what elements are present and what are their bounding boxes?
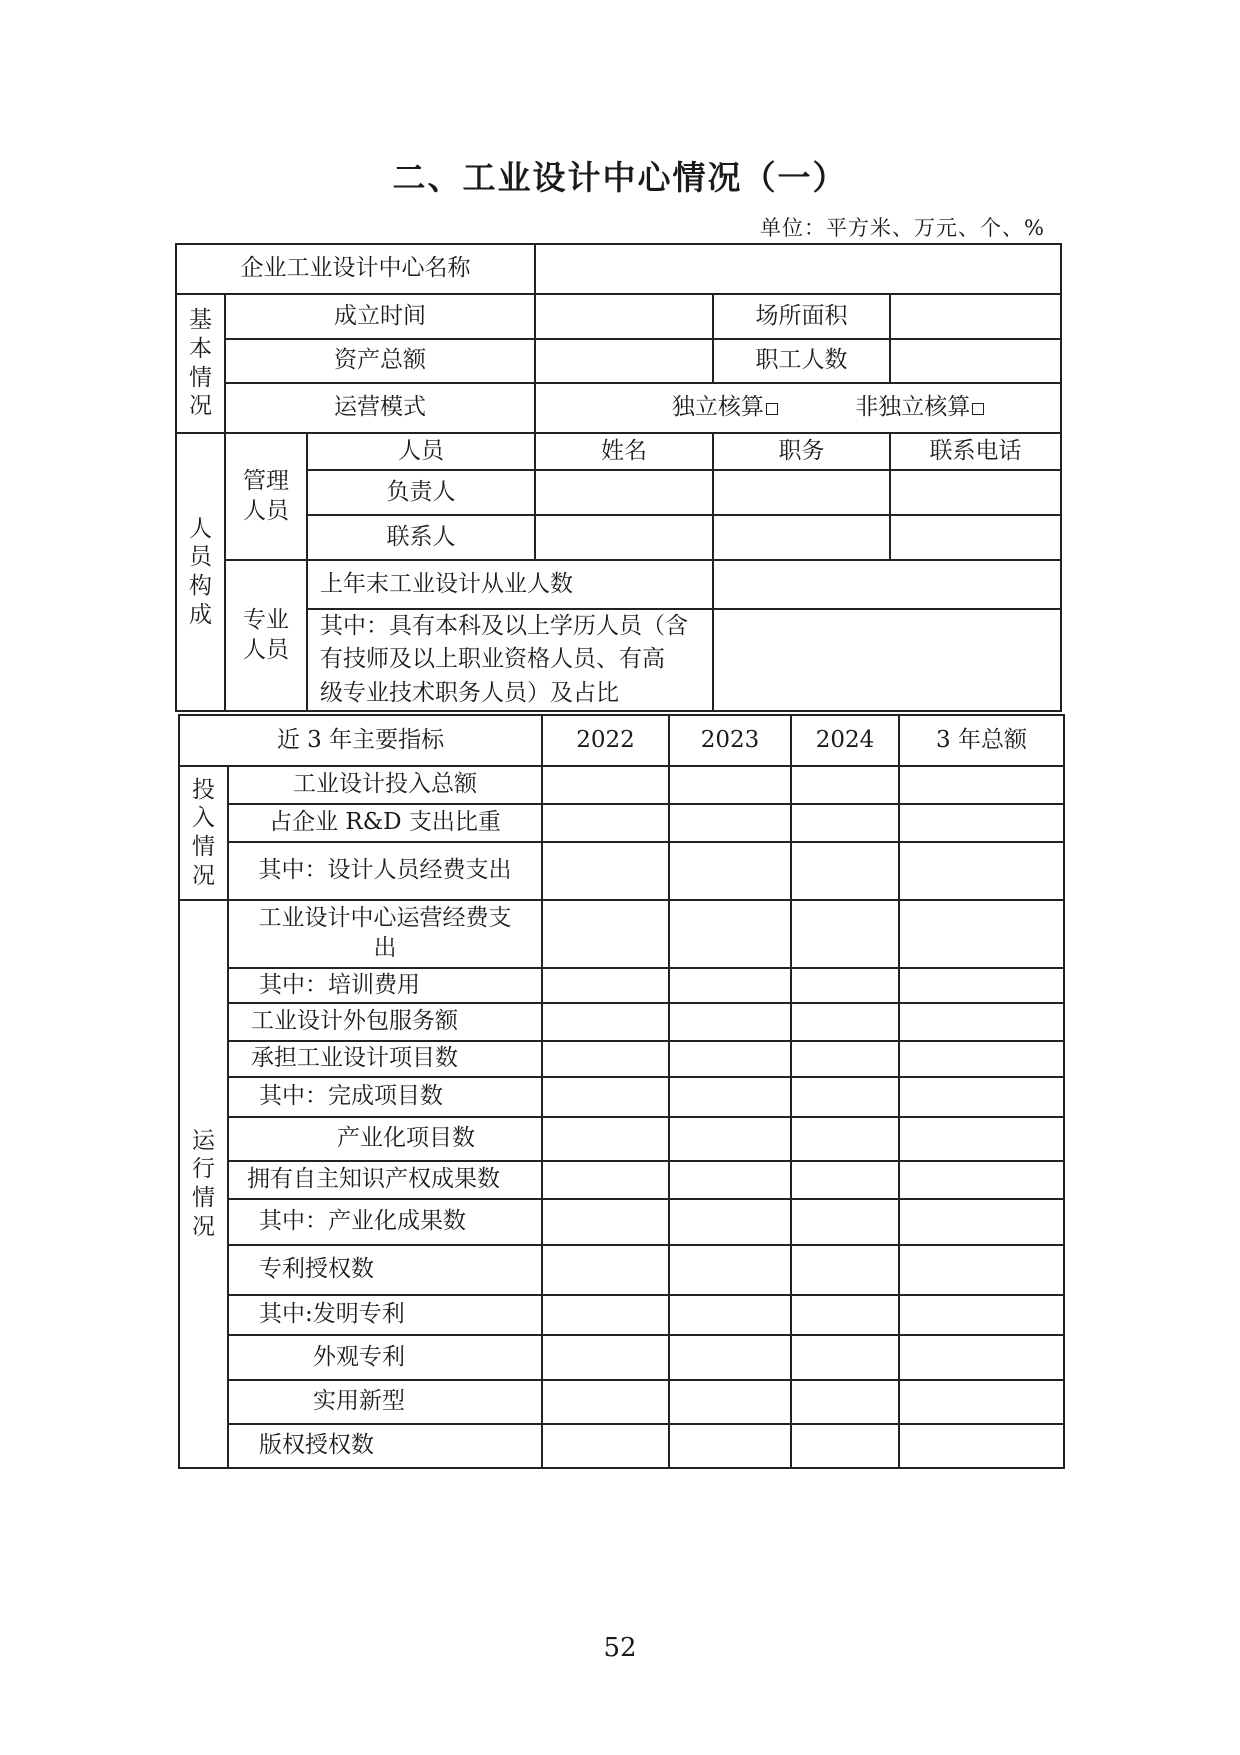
header-position: 职务 (713, 433, 890, 470)
cell[interactable] (791, 1424, 899, 1468)
cell[interactable] (669, 1295, 791, 1335)
cell[interactable] (791, 968, 899, 1003)
cell[interactable] (791, 1003, 899, 1041)
contact-name[interactable] (535, 515, 713, 560)
year-2022: 2022 (542, 715, 669, 766)
cell[interactable] (899, 1041, 1064, 1077)
cell[interactable] (669, 1245, 791, 1295)
cell[interactable] (899, 1117, 1064, 1161)
cell[interactable] (669, 900, 791, 968)
cell[interactable] (899, 1335, 1064, 1380)
cell[interactable] (791, 1077, 899, 1117)
header-phone: 联系电话 (890, 433, 1061, 470)
operation-row-label: 其中:发明专利 (228, 1295, 542, 1335)
checkbox-icon[interactable] (766, 403, 778, 415)
cell[interactable] (669, 1380, 791, 1424)
staff-count-value[interactable] (890, 339, 1061, 383)
contact-position[interactable] (713, 515, 890, 560)
cell[interactable] (899, 900, 1064, 968)
operation-row-label: 工业设计外包服务额 (228, 1003, 542, 1041)
operation-row-label: 产业化项目数 (228, 1117, 542, 1161)
cell[interactable] (899, 1295, 1064, 1335)
independent-option[interactable]: 独立核算 (672, 394, 778, 420)
investment-section-label: 投 入 情 况 (179, 766, 228, 900)
cell[interactable] (791, 1335, 899, 1380)
center-name-value[interactable] (535, 244, 1061, 294)
total-assets-value[interactable] (535, 339, 713, 383)
cell[interactable] (899, 1077, 1064, 1117)
cell[interactable] (791, 842, 899, 900)
operation-mode-options (535, 383, 1061, 433)
operation-row-label: 其中：培训费用 (228, 968, 542, 1003)
cell[interactable] (669, 1041, 791, 1077)
degree-holders-value[interactable] (713, 609, 1061, 711)
leader-label: 负责人 (307, 470, 535, 515)
cell[interactable] (542, 900, 669, 968)
operation-mode-label: 运营模式 (225, 383, 535, 433)
cell[interactable] (542, 1161, 669, 1199)
operation-row-label: 其中：完成项目数 (228, 1077, 542, 1117)
investment-row-label: 工业设计投入总额 (228, 766, 542, 804)
cell[interactable] (542, 1295, 669, 1335)
cell[interactable] (791, 1380, 899, 1424)
cell[interactable] (669, 1199, 791, 1245)
cell[interactable] (669, 1077, 791, 1117)
basic-section-label: 基 本 情 况 (176, 294, 225, 433)
staff-count-label: 职工人数 (713, 339, 890, 383)
cell[interactable] (791, 766, 899, 804)
checkbox-icon[interactable] (972, 403, 984, 415)
cell[interactable] (899, 766, 1064, 804)
cell[interactable] (542, 766, 669, 804)
cell[interactable] (669, 1335, 791, 1380)
cell[interactable] (542, 1077, 669, 1117)
site-area-label: 场所面积 (713, 294, 890, 339)
cell[interactable] (791, 1161, 899, 1199)
operation-row-label: 版权授权数 (228, 1424, 542, 1468)
contact-phone[interactable] (890, 515, 1061, 560)
cell[interactable] (791, 1245, 899, 1295)
cell[interactable] (542, 1003, 669, 1041)
cell[interactable] (899, 1003, 1064, 1041)
degree-holders-label: 其中：具有本科及以上学历人员（含 有技师及以上职业资格人员、有高 级专业技术职务人员）及占比 (307, 609, 713, 711)
personnel-section-label: 人 员 构 成 (176, 433, 225, 711)
header-personnel: 人员 (307, 433, 535, 470)
cell[interactable] (899, 1245, 1064, 1295)
site-area-value[interactable] (890, 294, 1061, 339)
three-year-total: 3 年总额 (899, 715, 1064, 766)
operation-row-label: 拥有自主知识产权成果数 (228, 1161, 542, 1199)
cell[interactable] (669, 1117, 791, 1161)
cell[interactable] (899, 842, 1064, 900)
operation-row-label: 实用新型 (228, 1380, 542, 1424)
basic-info-table (175, 243, 1062, 712)
non-independent-option[interactable]: 非独立核算 (855, 394, 984, 420)
practitioners-label: 上年末工业设计从业人数 (307, 560, 713, 609)
management-label: 管理 人员 (225, 433, 307, 560)
cell[interactable] (669, 804, 791, 842)
cell[interactable] (542, 1199, 669, 1245)
investment-row-label: 其中：设计人员经费支出 (228, 842, 542, 900)
cell[interactable] (542, 1041, 669, 1077)
cell[interactable] (669, 1161, 791, 1199)
cell[interactable] (542, 804, 669, 842)
leader-name[interactable] (535, 470, 713, 515)
cell[interactable] (791, 804, 899, 842)
leader-position[interactable] (713, 470, 890, 515)
cell[interactable] (669, 1424, 791, 1468)
year-2024: 2024 (791, 715, 899, 766)
established-value[interactable] (535, 294, 713, 339)
leader-phone[interactable] (890, 470, 1061, 515)
cell[interactable] (899, 1161, 1064, 1199)
cell[interactable] (542, 1380, 669, 1424)
operation-row-label: 工业设计中心运营经费支 出 (228, 900, 542, 968)
cell[interactable] (542, 1245, 669, 1295)
cell[interactable] (669, 842, 791, 900)
cell[interactable] (542, 968, 669, 1003)
investment-row-label: 占企业 R&D 支出比重 (228, 804, 542, 842)
operation-row-label: 承担工业设计项目数 (228, 1041, 542, 1077)
professional-label: 专业 人员 (225, 560, 307, 711)
cell[interactable] (669, 968, 791, 1003)
cell[interactable] (899, 968, 1064, 1003)
contact-label: 联系人 (307, 515, 535, 560)
cell[interactable] (542, 1335, 669, 1380)
year-2023: 2023 (669, 715, 791, 766)
cell[interactable] (669, 1003, 791, 1041)
total-assets-label: 资产总额 (225, 339, 535, 383)
cell[interactable] (669, 766, 791, 804)
cell[interactable] (899, 1424, 1064, 1468)
operation-row-label: 外观专利 (228, 1335, 542, 1380)
cell[interactable] (899, 1199, 1064, 1245)
cell[interactable] (542, 1424, 669, 1468)
indicators-table (178, 714, 1065, 1469)
operation-row-label: 其中：产业化成果数 (228, 1199, 542, 1245)
practitioners-value[interactable] (713, 560, 1061, 609)
unit-note: 单位：平方米、万元、个、% (760, 216, 1045, 240)
header-name: 姓名 (535, 433, 713, 470)
cell[interactable] (542, 842, 669, 900)
cell[interactable] (542, 1117, 669, 1161)
operation-row-label: 专利授权数 (228, 1245, 542, 1295)
cell[interactable] (791, 900, 899, 968)
cell[interactable] (791, 1295, 899, 1335)
cell[interactable] (899, 1380, 1064, 1424)
established-label: 成立时间 (225, 294, 535, 339)
center-name-label: 企业工业设计中心名称 (176, 244, 535, 294)
cell[interactable] (899, 804, 1064, 842)
cell[interactable] (791, 1199, 899, 1245)
cell[interactable] (791, 1117, 899, 1161)
page-title: 二、工业设计中心情况（一） (392, 158, 848, 197)
cell[interactable] (791, 1041, 899, 1077)
indicators-header: 近 3 年主要指标 (179, 715, 542, 766)
operation-section-label: 运 行 情 况 (179, 900, 228, 1468)
page-number: 52 (603, 1633, 637, 1663)
